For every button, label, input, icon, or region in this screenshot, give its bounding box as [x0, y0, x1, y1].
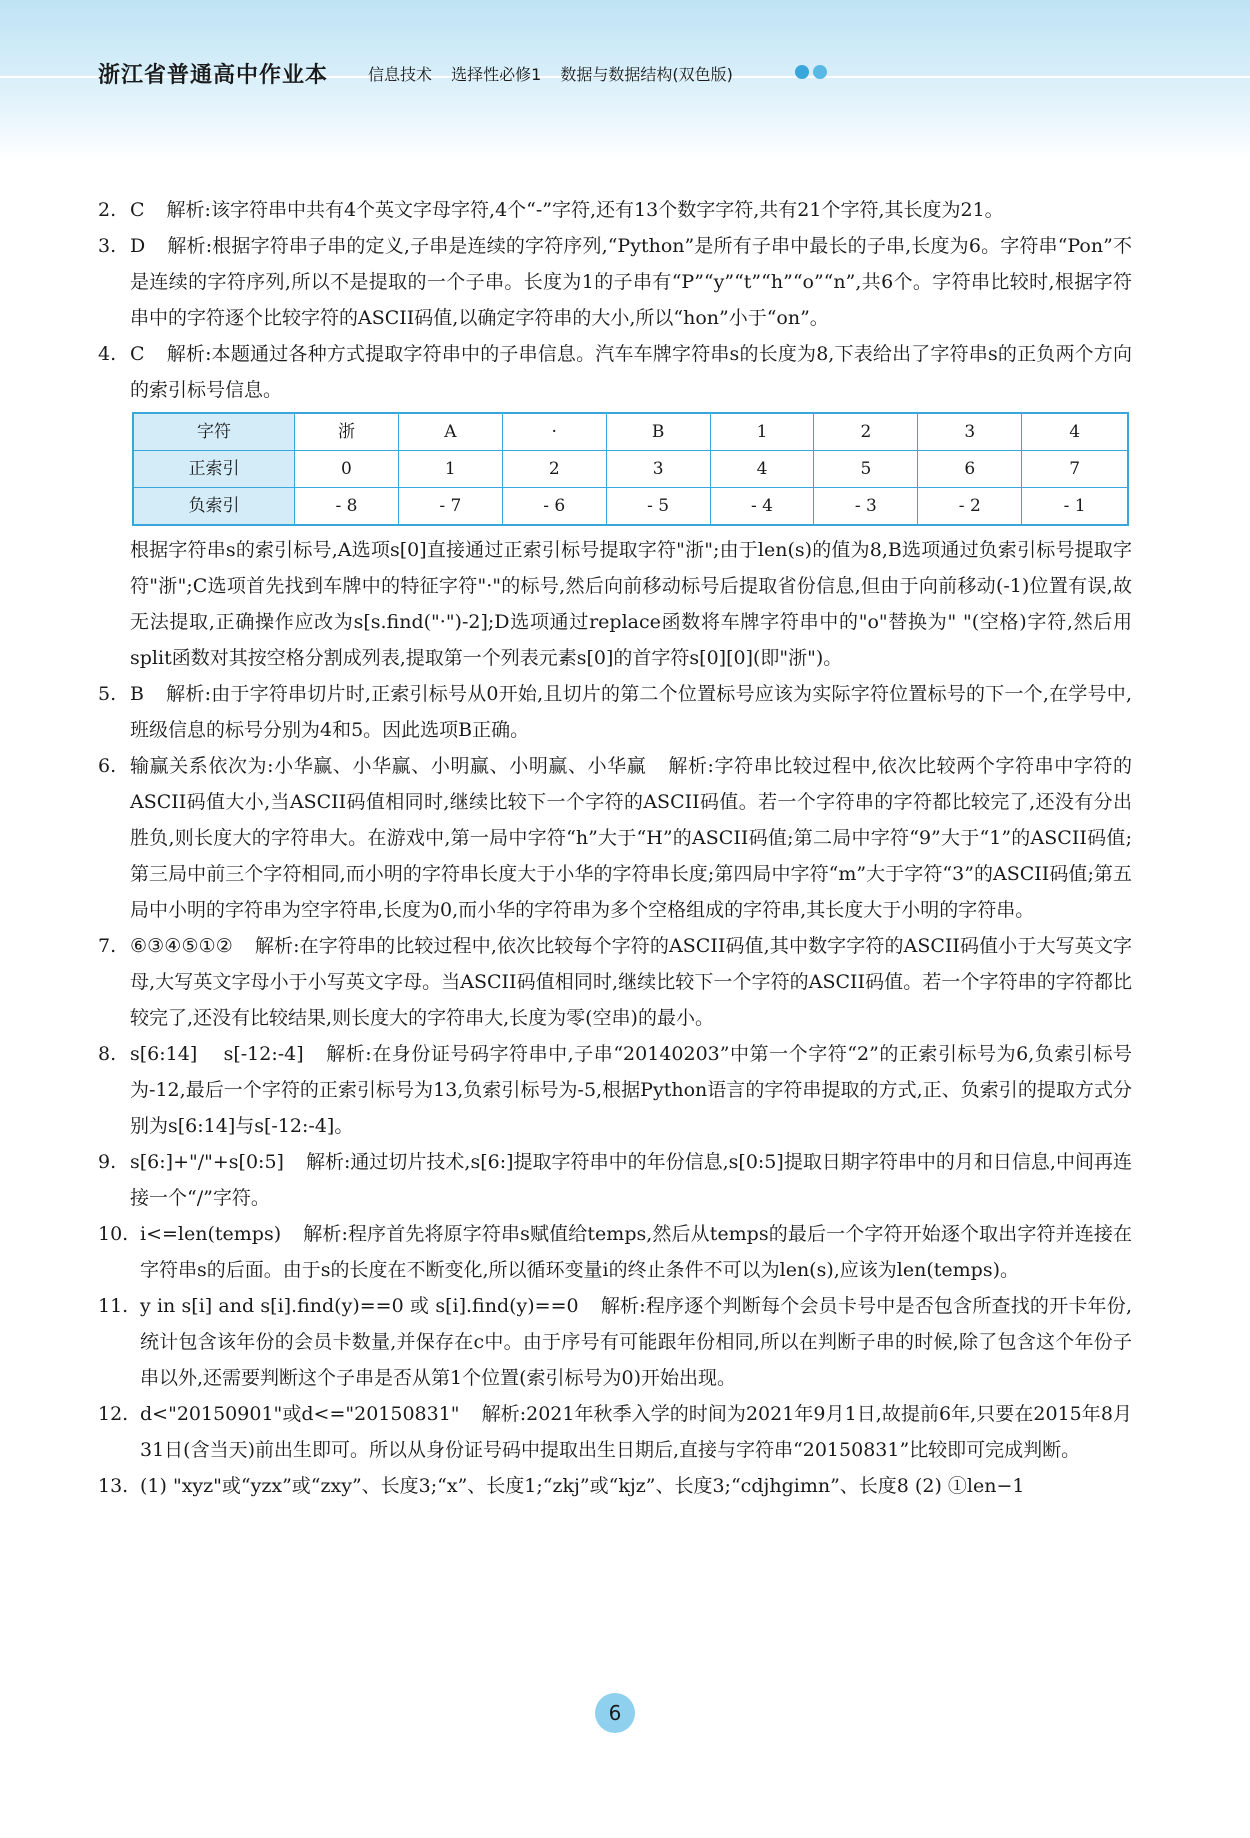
table-cell: A — [398, 413, 502, 451]
item-explanation: 解析:该字符串中共有4个英文字母字符,4个“-”字符,还有13个数字字符,共有21个字符,其长度为21。 — [166, 199, 1004, 221]
header-dots-decoration — [795, 64, 831, 83]
table-cell: - 8 — [295, 488, 399, 526]
course-label: 选择性必修1 — [451, 65, 542, 84]
item-number: 3. — [98, 235, 117, 257]
table-cell: 4 — [710, 451, 814, 488]
answer-item-9 — [98, 1144, 1132, 1216]
item-explanation: 解析:在字符串的比较过程中,依次比较每个字符的ASCII码值,其中数字字符的ASCII码值小于大写英文字母,大写英文字母小于小写英文字母。当ASCII码值相同时,继续比较下一个字符的ASCII码值。若一个字符串的字符都比较完了,还没有比较结果,则长度大的字符串大,长度为零(空串)的最小。 — [130, 935, 1132, 1029]
table-cell: 4 — [1022, 413, 1128, 451]
table-cell: · — [502, 413, 606, 451]
table-cell: - 3 — [814, 488, 918, 526]
answer-item-13 — [98, 1468, 1132, 1504]
item-number: 9. — [98, 1151, 117, 1173]
dot-icon — [813, 65, 827, 79]
table-cell: 2 — [502, 451, 606, 488]
answer-item-7 — [98, 928, 1132, 1036]
answer-content — [98, 192, 1132, 1504]
item-number: 8. — [98, 1043, 117, 1065]
item-number: 13. — [98, 1475, 129, 1497]
answer-item-2 — [98, 192, 1132, 228]
page-header — [0, 0, 1250, 160]
subject-label: 信息技术 — [368, 65, 433, 84]
item-number: 12. — [98, 1403, 129, 1425]
table-cell: - 4 — [710, 488, 814, 526]
book-subtitle — [368, 62, 747, 85]
table-cell: 2 — [814, 413, 918, 451]
table-cell: - 6 — [502, 488, 606, 526]
item-answer: s[6:14] s[-12:-4] — [130, 1043, 304, 1065]
item-answer: C — [130, 343, 145, 365]
table-cell: - 7 — [398, 488, 502, 526]
table-cell: 6 — [918, 451, 1022, 488]
item-answer: B — [130, 683, 144, 705]
item-explanation: 解析:由于字符串切片时,正索引标号从0开始,且切片的第二个位置标号应该为实际字符位置标号的下一个,在学号中,班级信息的标号分别为4和5。因此选项B正确。 — [130, 683, 1132, 741]
answer-item-5 — [98, 676, 1132, 748]
item-number: 4. — [98, 343, 117, 365]
dot-icon — [795, 65, 809, 79]
item-answer: i<=len(temps) — [140, 1223, 282, 1245]
page-number: 6 — [595, 1693, 635, 1733]
item-explanation: 根据字符串s的索引标号,A选项s[0]直接通过正索引标号提取字符"浙";由于len(s)的值为8,B选项通过负索引标号提取字符"浙";C选项首先找到车牌中的特征字符"·"的标号,然后向前移动标号后提取省份信息,但由于向前移动(-1)位置有误,故无法提取,正确操作应改为s[s.find("·")-2];D选项通过replace函数将车牌字符串中的"o"替换为" "(空格)字符,然后用split函数对其按空格分割成列表,提取第一个列表元素s[0]的首字符s[0][0](即"浙")。 — [130, 539, 1132, 669]
answer-item-10 — [98, 1216, 1132, 1288]
answer-item-12 — [98, 1396, 1132, 1468]
row-label: 负索引 — [133, 488, 295, 526]
table-cell: - 1 — [1022, 488, 1128, 526]
item-answer: y in s[i] and s[i].find(y)==0 或 s[i].find(y)==0 — [140, 1295, 579, 1317]
table-cell: 7 — [1022, 451, 1128, 488]
table-row — [133, 488, 1128, 526]
table-row — [133, 413, 1128, 451]
table-cell: 1 — [398, 451, 502, 488]
item-explanation: 解析:2021年秋季入学的时间为2021年9月1日,故提前6年,只要在2015年8月31日(含当天)前出生即可。所以从身份证号码中提取出生日期后,直接与字符串“20150831”比较即可完成判断。 — [140, 1403, 1132, 1461]
table-cell: 3 — [918, 413, 1022, 451]
item-number: 6. — [98, 755, 117, 777]
table-cell: 浙 — [295, 413, 399, 451]
table-cell: 0 — [295, 451, 399, 488]
item-explanation: 解析:在身份证号码字符串中,子串“20140203”中第一个字符“2”的正索引标号为6,负索引标号为-12,最后一个字符的正索引标号为13,负索引标号为-5,根据Python语言的字符串提取的方式,正、负索引的提取方式分别为s[6:14]与s[-12:-4]。 — [130, 1043, 1132, 1137]
table-cell: B — [606, 413, 710, 451]
item-answer: C — [130, 199, 145, 221]
answer-item-4 — [98, 336, 1132, 408]
item-explanation: 解析:根据字符串子串的定义,子串是连续的字符序列,“Python”是所有子串中最长的子串,长度为6。字符串“Pon”不是连续的字符序列,所以不是提取的一个子串。长度为1的子串有“P”“y”“t”“h”“o”“n”,共6个。字符串比较时,根据字符串中的字符逐个比较字符的ASCII码值,以确定字符串的大小,所以“hon”小于“on”。 — [130, 235, 1132, 329]
table-cell: - 5 — [606, 488, 710, 526]
item-explanation: 解析:通过切片技术,s[6:]提取字符串中的年份信息,s[0:5]提取日期字符串中的月和日信息,中间再连接一个“/”字符。 — [130, 1151, 1132, 1209]
book-series-title: 浙江省普通高中作业本 — [98, 63, 329, 88]
table-row — [133, 451, 1128, 488]
answer-item-8 — [98, 1036, 1132, 1144]
item-number: 2. — [98, 199, 117, 221]
item-explanation: 解析:程序逐个判断每个会员卡号中是否包含所查找的开卡年份,统计包含该年份的会员卡数量,并保存在c中。由于序号有可能跟年份相同,所以在判断子串的时候,除了包含这个年份子串以外,还需要判断这个子串是否从第1个位置(索引标号为0)开始出现。 — [140, 1295, 1132, 1389]
item-answer: d<"20150901"或d<="20150831" — [140, 1403, 460, 1425]
item-answer: (1) "xyz"或“yzx”或“zxy”、长度3;“x”、长度1;“zkj”或“kjz”、长度3;“cdjhgimn”、长度8 (2) ①len−1 — [140, 1475, 1025, 1497]
item-number: 7. — [98, 935, 117, 957]
item-explanation: 解析:程序首先将原字符串s赋值给temps,然后从temps的最后一个字符开始逐个取出字符并连接在字符串s的后面。由于s的长度在不断变化,所以循环变量i的终止条件不可以为len(s),应该为len(temps)。 — [140, 1223, 1132, 1281]
item-answer: 输赢关系依次为:小华赢、小华赢、小明赢、小明赢、小华赢 — [130, 755, 647, 777]
table-cell: 1 — [710, 413, 814, 451]
item-explanation: 解析:本题通过各种方式提取字符串中的子串信息。汽车车牌字符串s的长度为8,下表给出了字符串s的正负两个方向的索引标号信息。 — [130, 343, 1132, 401]
book-label: 数据与数据结构(双色版) — [560, 65, 733, 84]
answer-item-6 — [98, 748, 1132, 928]
index-table — [132, 412, 1129, 526]
answer-item-11 — [98, 1288, 1132, 1396]
table-cell: - 2 — [918, 488, 1022, 526]
item-answer: ⑥③④⑤①② — [130, 935, 233, 957]
answer-item-4-continued — [98, 532, 1132, 676]
table-cell: 5 — [814, 451, 918, 488]
item-number: 11. — [98, 1295, 129, 1317]
row-label: 字符 — [133, 413, 295, 451]
item-answer: s[6:]+"/"+s[0:5] — [130, 1151, 284, 1173]
item-explanation: 解析:字符串比较过程中,依次比较两个字符串中字符的ASCII码值大小,当ASCII码值相同时,继续比较下一个字符的ASCII码值。若一个字符串的字符都比较完了,还没有分出胜负,则长度大的字符串大。在游戏中,第一局中字符“h”大于“H”的ASCII码值;第二局中字符“9”大于“1”的ASCII码值;第三局中前三个字符相同,而小明的字符串长度大于小华的字符串长度;第四局中字符“m”大于字符“3”的ASCII码值;第五局中小明的字符串为空字符串,长度为0,而小华的字符串为多个空格组成的字符串,其长度大于小明的字符串。 — [130, 755, 1133, 921]
row-label: 正索引 — [133, 451, 295, 488]
answer-item-3 — [98, 228, 1132, 336]
item-number: 10. — [98, 1223, 129, 1245]
item-number: 5. — [98, 683, 117, 705]
item-answer: D — [130, 235, 146, 257]
table-cell: 3 — [606, 451, 710, 488]
